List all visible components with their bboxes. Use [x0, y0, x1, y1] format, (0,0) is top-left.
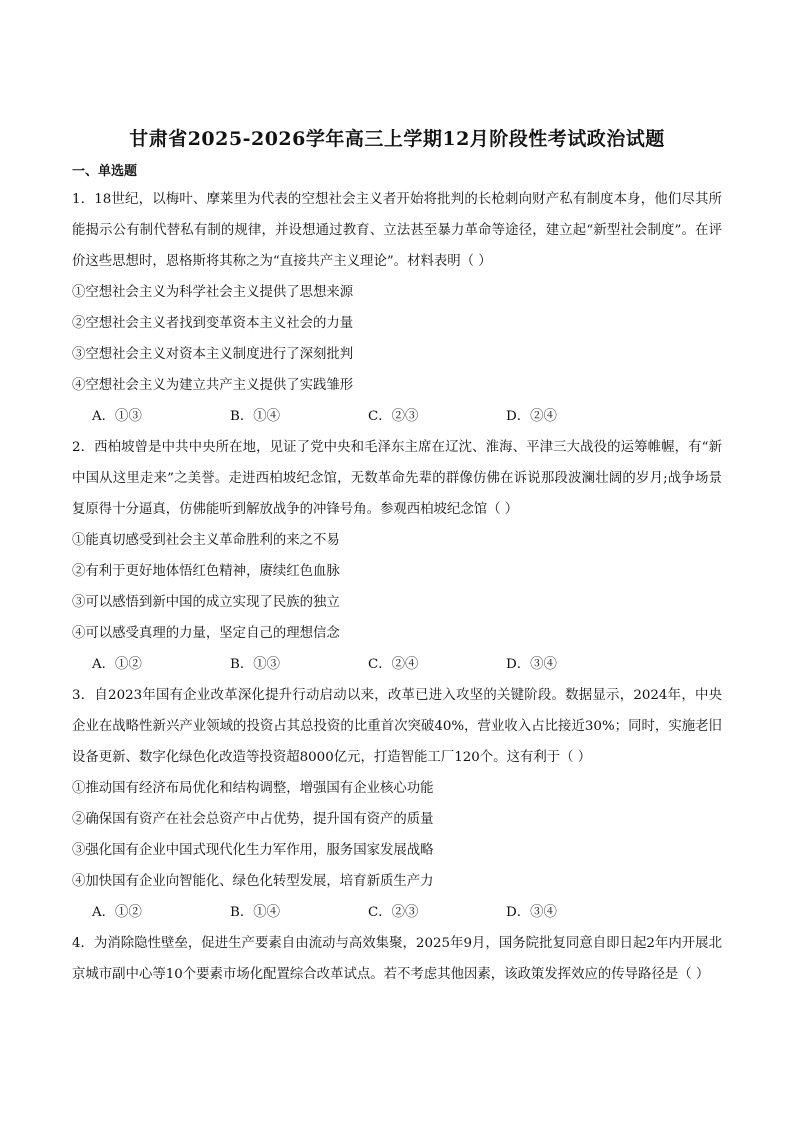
answer-choice-d: D．③④: [506, 905, 557, 920]
answer-choices: [72, 897, 722, 928]
page-title: 甘肃省2025-2026学年高三上学期12月阶段性考试政治试题: [129, 128, 665, 150]
question-3: [72, 680, 722, 928]
question-option: ③可以感悟到新中国的成立实现了民族的独立: [72, 595, 340, 610]
answer-choice-c: C．②④: [368, 657, 419, 672]
question-option: ①空想社会主义为科学社会主义提供了思想来源: [72, 285, 354, 300]
question-option: ①能真切感受到社会主义革命胜利的来之不易: [72, 533, 340, 548]
section-heading: 一、单选题: [72, 164, 138, 179]
question-list: [72, 184, 722, 990]
question-stem: 1．18世纪，以梅叶、摩莱里为代表的空想社会主义者开始将批判的长枪刺向财产私有制度本身，他们尽其所能揭示公有制代替私有制的规律，并设想通过教育、立法甚至暴力革命等途径，建立起“新型社会制度”。在评价这些思想时，恩格斯将其称之为“直接共产主义理论”。材料表明（ ）: [72, 192, 722, 269]
answer-choice-d: D．②④: [506, 409, 557, 424]
question-stem: 4．为消除隐性壁垒，促进生产要素自由流动与高效集聚，2025年9月，国务院批复同意自即日起2年内开展北京城市副中心等10个要素市场化配置综合改革试点。若不考虑其他因素，该政策发挥效应的传导路径是（ ）: [72, 936, 722, 982]
answer-choice-c: C．②③: [368, 409, 419, 424]
question-option: ③强化国有企业中国式现代化生力军作用，服务国家发展战略: [72, 843, 434, 858]
answer-choice-c: C．②③: [368, 905, 419, 920]
answer-choice-b: B．①④: [230, 409, 281, 424]
question-option: ②确保国有资产在社会总资产中占优势，提升国有资产的质量: [72, 812, 434, 827]
question-option: ②空想社会主义者找到变革资本主义社会的力量: [72, 316, 354, 331]
question-1: [72, 184, 722, 432]
answer-choice-b: B．①④: [230, 905, 281, 920]
answer-choice-a: A．①②: [92, 905, 142, 920]
question-option: ④可以感受真理的力量，坚定自己的理想信念: [72, 626, 340, 641]
answer-choice-d: D．③④: [506, 657, 557, 672]
answer-choice-a: A．①②: [92, 657, 142, 672]
question-option: ④空想社会主义为建立共产主义提供了实践雏形: [72, 378, 354, 393]
question-option: ①推动国有经济布局优化和结构调整，增强国有企业核心功能: [72, 781, 434, 796]
answer-choices: [72, 401, 722, 432]
answer-choice-b: B．①③: [230, 657, 281, 672]
answer-choice-a: A．①③: [92, 409, 142, 424]
question-option: ④加快国有企业向智能化、绿色化转型发展，培育新质生产力: [72, 874, 434, 889]
question-option: ③空想社会主义对资本主义制度进行了深刻批判: [72, 347, 354, 362]
question-stem: 3．自2023年国有企业改革深化提升行动启动以来，改革已进入攻坚的关键阶段。数据显示，2024年，中央企业在战略性新兴产业领域的投资占其总投资的比重首次突破40%，营业收入占比接近30%；同时，实施老旧设备更新、数字化绿色化改造等投资超8000亿元，打造智能工厂120个。这有利于（ ）: [72, 688, 722, 765]
question-2: [72, 432, 722, 680]
question-stem: 2．西柏坡曾是中共中央所在地，见证了党中央和毛泽东主席在辽沈、淮海、平津三大战役的运筹帷幄，有“新中国从这里走来”之美誉。走进西柏坡纪念馆，无数革命先辈的群像仿佛在诉说那段波澜壮阔的岁月;战争场景复原得十分逼真，仿佛能听到解放战争的冲锋号角。参观西柏坡纪念馆（ ）: [72, 440, 722, 517]
answer-choices: [72, 649, 722, 680]
question-4: [72, 928, 722, 990]
question-option: ②有利于更好地体悟红色精神，赓续红色血脉: [72, 564, 340, 579]
